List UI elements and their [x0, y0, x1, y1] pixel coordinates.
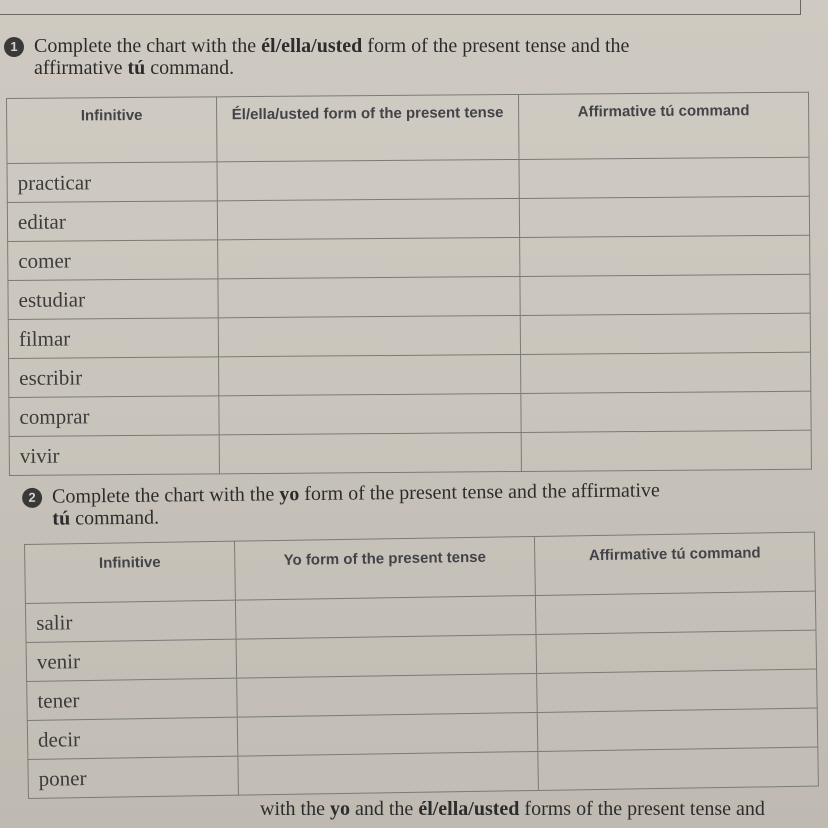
section2-number-badge: 2 [22, 488, 42, 508]
table-row [8, 313, 810, 358]
present-tense-chart-1 [6, 92, 812, 476]
answer-cell[interactable] [536, 630, 817, 673]
table-row [8, 235, 810, 280]
answer-cell[interactable] [219, 432, 521, 473]
answer-cell[interactable] [218, 237, 520, 278]
present-tense-chart-2 [24, 532, 819, 799]
header-present-form: Él/ella/usted form of the present tense [216, 94, 519, 161]
table-row [8, 274, 810, 319]
answer-cell[interactable] [520, 313, 810, 354]
answer-cell[interactable] [217, 198, 519, 239]
header-infinitive: Infinitive [7, 97, 218, 164]
answer-cell[interactable] [217, 159, 519, 200]
answer-cell[interactable] [538, 747, 819, 790]
answer-cell[interactable] [521, 430, 811, 471]
infinitive-cell: practicar [7, 162, 217, 203]
infinitive-cell: filmar [8, 318, 218, 359]
answer-cell[interactable] [521, 352, 811, 393]
infinitive-cell: comprar [9, 396, 219, 437]
answer-cell[interactable] [237, 673, 538, 717]
header-command: Affirmative tú command [534, 532, 815, 595]
infinitive-cell: vivir [9, 435, 219, 476]
answer-cell[interactable] [236, 634, 537, 678]
infinitive-cell: editar [7, 201, 217, 242]
infinitive-cell: comer [8, 240, 218, 281]
header-infinitive: Infinitive [25, 541, 236, 603]
top-border [0, 0, 801, 15]
answer-cell[interactable] [218, 315, 520, 356]
infinitive-cell: poner [28, 756, 239, 798]
answer-cell[interactable] [237, 712, 538, 756]
header-yo-form: Yo form of the present tense [234, 536, 535, 600]
table-row [9, 352, 811, 397]
answer-cell[interactable] [520, 235, 810, 276]
infinitive-cell: decir [27, 717, 238, 759]
table-row [7, 157, 809, 202]
infinitive-cell: escribir [9, 357, 219, 398]
table-row [9, 430, 811, 475]
section3-partial-instruction: with the yo and the él/ella/usted forms of the present tense and [260, 798, 765, 820]
answer-cell[interactable] [519, 196, 809, 237]
section1-number-badge: 1 [4, 37, 24, 57]
infinitive-cell: estudiar [8, 279, 218, 320]
answer-cell[interactable] [537, 708, 818, 751]
answer-cell[interactable] [519, 157, 809, 198]
answer-cell[interactable] [219, 354, 521, 395]
section2-instruction: 2 Complete the chart with the yo form of the present tense and the affirmative tú command. [22, 479, 660, 530]
answer-cell[interactable] [521, 391, 811, 432]
table-row [9, 391, 811, 436]
answer-cell[interactable] [218, 276, 520, 317]
table-header-row [7, 92, 809, 163]
answer-cell[interactable] [219, 393, 521, 434]
section1-instruction: 1 Complete the chart with the él/ella/usted form of the present tense and the affirmative tú command. [4, 35, 629, 79]
infinitive-cell: tener [27, 678, 238, 720]
infinitive-cell: venir [26, 639, 237, 681]
answer-cell[interactable] [520, 274, 810, 315]
answer-cell[interactable] [235, 595, 536, 639]
infinitive-cell: salir [25, 600, 236, 642]
table-row [7, 196, 809, 241]
answer-cell[interactable] [238, 751, 539, 795]
answer-cell[interactable] [535, 591, 816, 634]
header-command: Affirmative tú command [518, 92, 809, 159]
answer-cell[interactable] [537, 669, 818, 712]
